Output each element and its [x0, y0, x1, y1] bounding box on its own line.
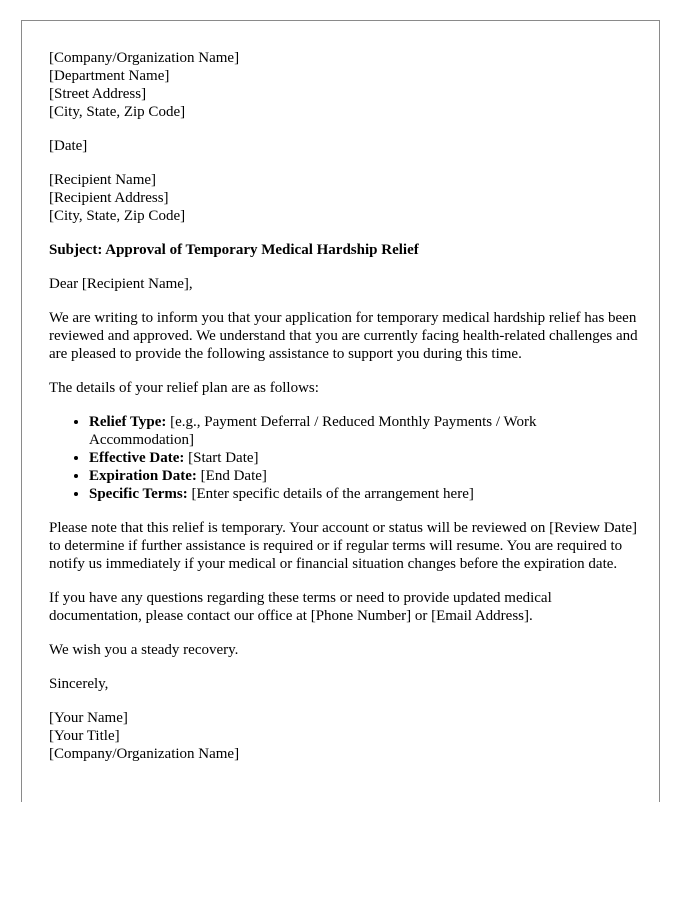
sender-department: [Department Name]: [49, 68, 170, 84]
detail-term: Relief Type:: [89, 414, 167, 430]
relief-details-list: [49, 413, 639, 503]
letter-date: [Date]: [49, 138, 88, 154]
recipient-address: [49, 171, 639, 225]
recipient-address-line: [Recipient Address]: [49, 190, 169, 206]
detail-value: [e.g., Payment Deferral / Reduced Monthly Payments / Work Accommodation]: [89, 414, 537, 448]
detail-value: [Enter specific details of the arrangement here]: [187, 486, 474, 502]
detail-term: Effective Date:: [89, 450, 185, 466]
sender-organization: [Company/Organization Name]: [49, 50, 240, 66]
wish-paragraph: We wish you a steady recovery.: [49, 642, 239, 658]
recipient-name: [Recipient Name]: [49, 172, 157, 188]
contact-paragraph: If you have any questions regarding these terms or need to provide updated medical documentation, please contact our office at [Phone Number] or [Email Address].: [49, 590, 552, 624]
subject-line: Subject: Approval of Temporary Medical Hardship Relief: [49, 242, 419, 258]
sender-street: [Street Address]: [49, 86, 147, 102]
intro-paragraph: We are writing to inform you that your application for temporary medical hardship relief has been reviewed and approved. We understand that you are currently facing health-related challenges and are pleased to provide the following assistance to support you during this time.: [49, 310, 638, 362]
detail-value: [End Date]: [196, 468, 267, 484]
letter-content: [49, 49, 639, 763]
sender-address: [49, 49, 639, 121]
signer-organization: [Company/Organization Name]: [49, 746, 240, 762]
list-item: [89, 413, 639, 449]
signer-title: [Your Title]: [49, 728, 120, 744]
list-item: [89, 485, 639, 503]
closing: Sincerely,: [49, 676, 109, 692]
letter-page: [21, 20, 660, 802]
detail-term: Specific Terms:: [89, 486, 188, 502]
list-item: [89, 449, 639, 467]
detail-value: [Start Date]: [184, 450, 259, 466]
list-item: [89, 467, 639, 485]
signer-name: [Your Name]: [49, 710, 128, 726]
note-paragraph: Please note that this relief is temporary. Your account or status will be reviewed on [Review Date] to determine if further assistance is required or if regular terms will resume. You are required to notify us immediately if your medical or financial situation changes before the expiration date.: [49, 520, 638, 572]
sender-city-state-zip: [City, State, Zip Code]: [49, 104, 186, 120]
detail-term: Expiration Date:: [89, 468, 197, 484]
salutation: Dear [Recipient Name],: [49, 276, 193, 292]
details-intro: The details of your relief plan are as follows:: [49, 380, 319, 396]
recipient-city-state-zip: [City, State, Zip Code]: [49, 208, 186, 224]
signature-block: [49, 709, 639, 763]
